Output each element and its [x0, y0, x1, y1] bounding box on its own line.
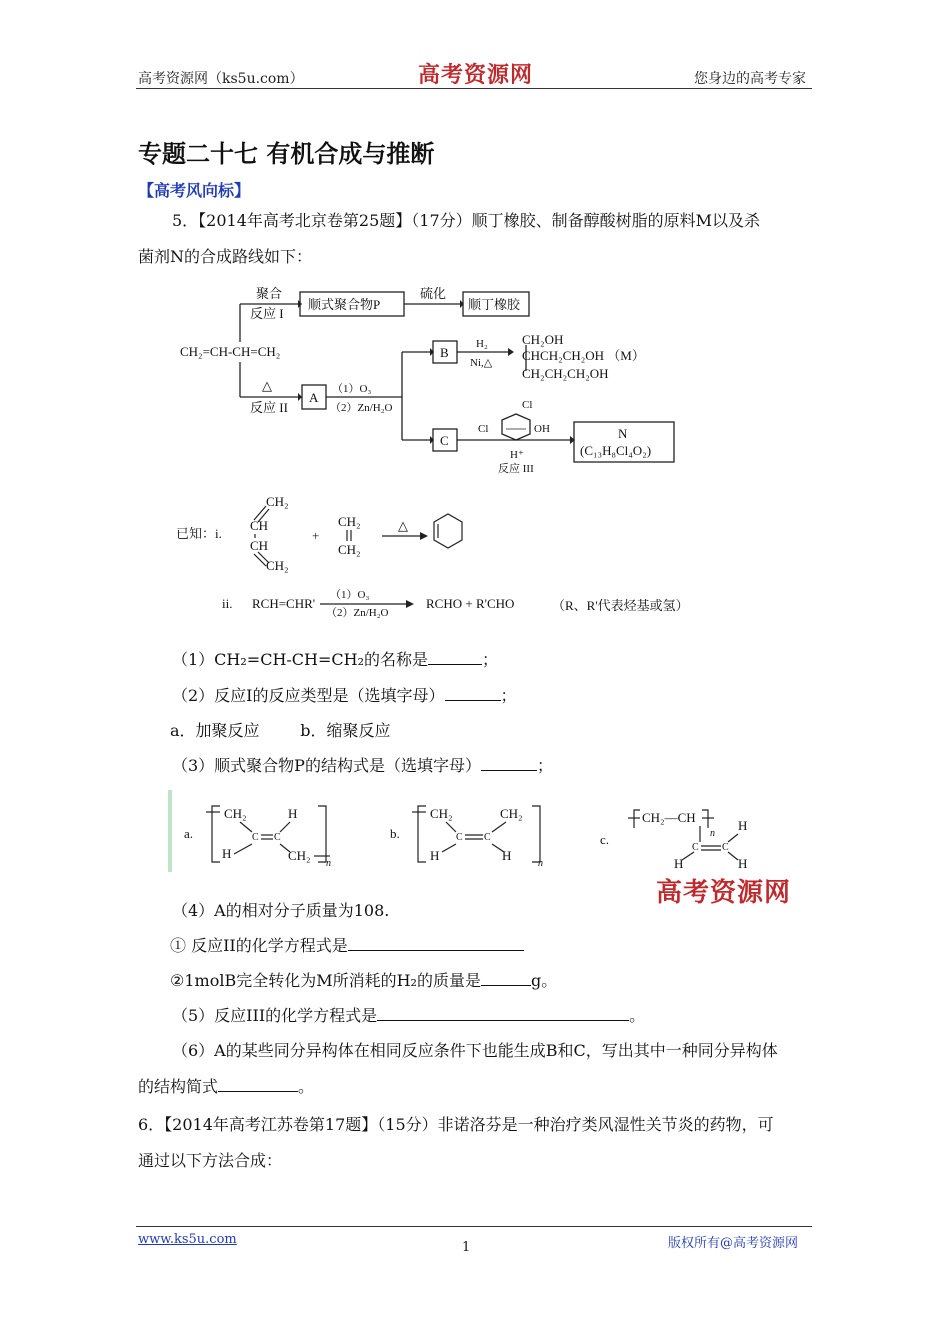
diene-2: CH [250, 518, 269, 533]
q5-sub1-end: ； [482, 650, 499, 669]
scheme-step3-bottom: 反应 II [250, 400, 288, 415]
q5-sub3-text: （3）顺式聚合物P的结构式是（选填字母） [172, 756, 481, 775]
phenol-cl1: Cl [478, 423, 489, 435]
answer-blank-6[interactable] [377, 1006, 629, 1021]
answer-blank-1[interactable] [428, 650, 482, 665]
m-line3: CH₂CH₂CH₂OH [522, 366, 609, 381]
watermark-logo: 高考资源网 [656, 878, 792, 908]
q5-sub6-line1: （6）A的某些同分异构体在相同反应条件下也能生成B和C，写出其中一种同分异构体 [172, 1041, 778, 1060]
option-a-h-bottom: H [222, 846, 232, 861]
answer-blank-7[interactable] [218, 1077, 298, 1092]
scheme-start: CH₂=CH-CH=CH₂ [180, 344, 281, 359]
option-c-h-right: H [738, 856, 748, 871]
ii-product: RCHO + R'CHO [426, 596, 515, 611]
option-b-c2: C [484, 832, 491, 843]
header-logo: 高考资源网 [418, 62, 534, 88]
box-b: B [440, 345, 449, 360]
option-b-ch2-left: CH₂ [430, 806, 453, 821]
option-a-c2: C [274, 832, 281, 843]
ii-label: ii. [222, 596, 233, 611]
polymer-options [172, 792, 762, 874]
option-c-c2: C [722, 842, 729, 853]
q5-sub1 [172, 650, 498, 670]
q6-line2: 通过以下方法合成： [138, 1151, 283, 1170]
q5-sub2-text: （2）反应I的反应类型是（选填字母） [172, 686, 445, 705]
option-c-n: n [710, 828, 715, 839]
scheme-step5-top: H₂ [476, 338, 488, 350]
m-line2: CHCH₂CH₂OH （M） [522, 348, 645, 363]
scheme-step6-bottom: 反应 III [498, 463, 534, 475]
option-b-h-left: H [430, 848, 440, 863]
q5-sub6-line2-text: 的结构简式 [138, 1077, 219, 1096]
scheme-step1-top: 聚合 [256, 286, 283, 301]
q5-sub5-end: 。 [629, 1006, 646, 1025]
q5-sub6-end: 。 [298, 1077, 315, 1096]
section-label: 【高考风向标】 [138, 181, 251, 200]
page-title: 专题二十七 有机合成与推断 [138, 140, 435, 168]
option-c-h-left: H [674, 856, 684, 871]
option-b-label: b. [390, 826, 400, 841]
q5-sub4: （4）A的相对分子质量为108. [172, 901, 390, 920]
box-polymer-p: 顺式聚合物P [308, 297, 381, 312]
option-b-c1: C [456, 832, 463, 843]
q5-sub4-2-end: g。 [530, 971, 558, 990]
phenol-cl2: Cl [522, 399, 533, 411]
box-c: C [440, 433, 449, 448]
option-a-c1: C [252, 832, 259, 843]
diene-1: CH₂ [266, 494, 289, 509]
ii-reactant: RCH=CHR' [252, 596, 316, 611]
ii-cond-bottom: （2）Zn/H₂O [326, 607, 389, 619]
scheme-step1-bottom: 反应 I [250, 306, 284, 321]
ethene-2: CH₂ [338, 542, 361, 557]
q5-line1: 5．【2014年高考北京卷第25题】（17分）顺丁橡胶、制备醇酸树脂的原料M以及杀 [172, 211, 761, 230]
answer-blank-3[interactable] [481, 756, 537, 771]
scheme-step3-top: △ [262, 378, 272, 393]
scheme-step4-bottom: （2）Zn/H₂O [330, 402, 393, 414]
footer-rule [136, 1226, 812, 1227]
option-c-h-top: H [738, 818, 748, 833]
option-a-label: a. [184, 826, 194, 841]
scheme-step4-top: （1）O₃ [332, 383, 372, 395]
q5-sub5-text: （5）反应III的化学方程式是 [172, 1006, 378, 1025]
q5-sub3-end: ； [536, 756, 553, 775]
box-n-line2: (C₁₃H₈Cl₄O₂) [580, 443, 652, 458]
ethene-1: CH₂ [338, 514, 361, 529]
option-a-n: n [326, 858, 331, 869]
header-right: 您身边的高考专家 [694, 71, 806, 87]
answer-blank-2[interactable] [445, 686, 501, 701]
box-n-line1: N [618, 426, 628, 441]
box-rubber: 顺丁橡胶 [468, 297, 521, 312]
option-c-c1: C [692, 842, 699, 853]
q5-sub2 [172, 686, 517, 706]
header-left: 高考资源网（ks5u.com） [138, 71, 304, 87]
option-c-label: c. [600, 832, 610, 847]
option-a-ch2-bottom: CH₂ [288, 848, 311, 863]
page-number: 1 [462, 1240, 471, 1255]
phenol-oh: OH [534, 423, 550, 435]
q5-sub4-2 [170, 971, 557, 991]
q5-sub5 [172, 1006, 645, 1026]
known-label: 已知：i. [176, 526, 222, 541]
option-a-h-top: H [288, 806, 298, 821]
option-b-h-right: H [502, 848, 512, 863]
ii-note: （R、R'代表烃基或氢） [552, 598, 689, 613]
scheme-step5-bottom: Ni,△ [470, 357, 493, 369]
synthesis-scheme [170, 282, 690, 482]
q5-line2: 菌剂N的合成路线如下： [138, 247, 313, 266]
known-reactions [170, 488, 750, 624]
q5-sub4-2-text: ②1molB完全转化为M所消耗的H₂的质量是 [170, 971, 481, 990]
answer-blank-5[interactable] [481, 971, 531, 986]
footer-right: 版权所有@高考资源网 [668, 1236, 799, 1251]
option-a-ch2-top: CH₂ [224, 806, 247, 821]
box-a: A [309, 390, 319, 405]
q5-sub4-1-text: ① 反应II的化学方程式是 [170, 936, 348, 955]
plus-sign: + [312, 528, 320, 543]
q5-sub4-1 [170, 936, 524, 956]
diene-4: CH₂ [266, 558, 289, 573]
diene-3: CH [250, 538, 269, 553]
m-line1: CH₂OH [522, 332, 564, 347]
option-b-n: n [538, 858, 543, 869]
scheme-step6-top: H⁺ [510, 449, 524, 461]
q5-sub6-line2 [138, 1077, 314, 1097]
scheme-step2-top: 硫化 [420, 286, 447, 301]
q5-sub2-options: a．加聚反应 b．缩聚反应 [170, 721, 391, 740]
footer-link[interactable]: www.ks5u.com [138, 1232, 237, 1247]
ii-cond-top: （1）O₃ [330, 589, 370, 601]
option-c-chain: CH₂—CH [642, 810, 696, 825]
q6-line1: 6．【2014年高考江苏卷第17题】（15分）非诺洛芬是一种治疗类风湿性关节炎的药物，可 [138, 1115, 774, 1134]
header-rule [136, 88, 812, 89]
known-arrow-label: △ [398, 518, 408, 533]
answer-blank-4[interactable] [348, 936, 524, 951]
q5-sub3 [172, 756, 553, 776]
q5-sub1-text: （1）CH₂=CH-CH=CH₂的名称是 [172, 650, 429, 669]
q5-sub2-end: ； [500, 686, 517, 705]
option-b-ch2-right: CH₂ [500, 806, 523, 821]
